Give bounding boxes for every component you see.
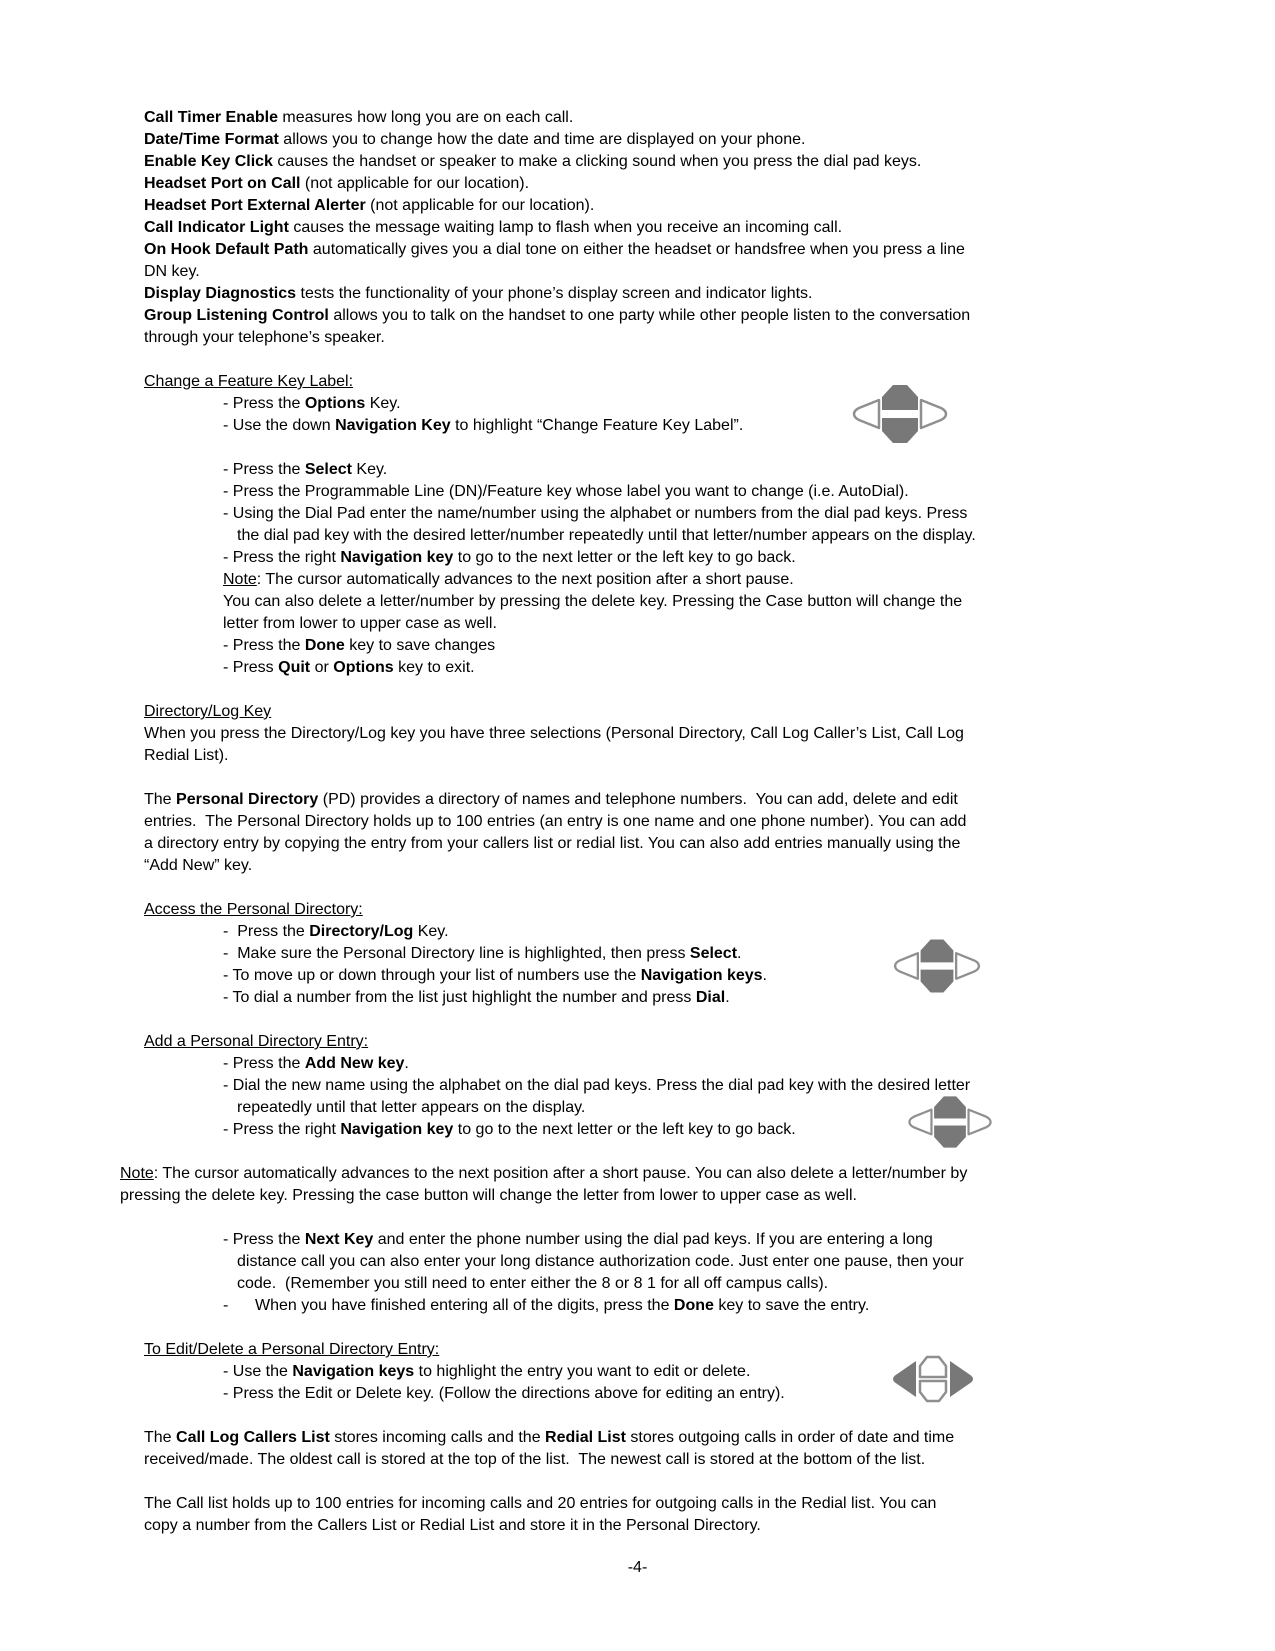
text-line bbox=[144, 635, 1204, 657]
text-line bbox=[144, 327, 1204, 349]
text-line bbox=[144, 1053, 1204, 1075]
text-segment: causes the handset or speaker to make a clicking sound when you press the dial pad keys. bbox=[272, 153, 922, 170]
text-segment: key to save changes bbox=[344, 637, 496, 654]
text-segment: Key. bbox=[365, 395, 401, 412]
text-segment: code. (Remember you still need to enter either the 8 or 8 1 for all off campus calls). bbox=[237, 1275, 829, 1292]
text-segment: Call Indicator Light bbox=[144, 219, 289, 236]
text-line bbox=[144, 305, 1204, 327]
text-line bbox=[144, 217, 1204, 239]
text-segment: Redial List bbox=[545, 1429, 626, 1446]
text-segment: or bbox=[310, 659, 334, 676]
text-line bbox=[144, 1097, 1204, 1119]
text-segment: Navigation Key bbox=[335, 417, 451, 434]
text-segment: - Press the right bbox=[223, 549, 341, 566]
text-line bbox=[144, 1273, 1204, 1295]
text-segment: Next Key bbox=[304, 1231, 374, 1248]
text-segment: The bbox=[144, 791, 177, 808]
section-heading bbox=[144, 899, 1204, 921]
text-segment: Personal Directory bbox=[176, 791, 319, 808]
text-segment: - Press the Edit or Delete key. (Follow the directions above for editing an entry). bbox=[223, 1385, 785, 1402]
text-segment: Key. bbox=[351, 461, 388, 478]
text-segment: - Use the down bbox=[223, 417, 336, 434]
text-line bbox=[144, 1119, 1204, 1141]
text-segment: - Use the bbox=[223, 1363, 293, 1380]
text-segment: The Call list holds up to 100 entries for incoming calls and 20 entries for outgoing calls in the Redial list. You can bbox=[144, 1495, 937, 1512]
text-line bbox=[144, 921, 1204, 943]
text-segment: Change a Feature Key Label: bbox=[144, 373, 354, 390]
blank-line bbox=[144, 679, 1204, 701]
text-line bbox=[144, 459, 1204, 481]
text-segment: Select bbox=[304, 461, 352, 478]
text-line bbox=[144, 107, 1204, 129]
text-segment: allows you to talk on the handset to one party while other people listen to the conversation bbox=[328, 307, 971, 324]
text-line bbox=[144, 723, 1204, 745]
text-segment: received/made. The oldest call is stored at the top of the list. The newest call is stored at the bottom of the list. bbox=[144, 1451, 926, 1468]
text-segment: key to save the entry. bbox=[713, 1297, 870, 1314]
text-segment: Enable Key Click bbox=[144, 153, 273, 170]
text-segment: Access the Personal Directory: bbox=[144, 901, 363, 918]
text-segment: . bbox=[737, 945, 742, 962]
text-segment: - Press bbox=[223, 659, 279, 676]
blank-line bbox=[144, 877, 1204, 899]
page-number: -4- bbox=[627, 1559, 648, 1576]
text-segment: to highlight “Change Feature Key Label”. bbox=[450, 417, 744, 434]
text-segment: Directory/Log Key bbox=[144, 703, 272, 720]
text-segment: When you press the Directory/Log key you have three selections (Personal Directory, Call Log Caller’s List, Call Log bbox=[144, 725, 964, 742]
text-segment: : The cursor automatically advances to the next position after a short pause. bbox=[256, 571, 794, 588]
text-segment: Done bbox=[673, 1297, 714, 1314]
text-segment: “Add New” key. bbox=[144, 857, 253, 874]
text-segment: - Press the bbox=[223, 637, 305, 654]
blank-line bbox=[144, 349, 1204, 371]
text-line bbox=[144, 811, 1204, 833]
text-segment: to highlight the entry you want to edit or delete. bbox=[414, 1363, 751, 1380]
text-segment: You can also delete a letter/number by pressing the delete key. Pressing the Case button will change the bbox=[223, 593, 963, 610]
text-segment: Navigation keys bbox=[640, 967, 763, 984]
text-segment: distance call you can also enter your long distance authorization code. Just enter one pause, then your bbox=[237, 1253, 964, 1270]
text-segment: entries. The Personal Directory holds up to 100 entries (an entry is one name and one phone number). You can add bbox=[144, 813, 967, 830]
text-segment: Quit bbox=[278, 659, 311, 676]
text-segment: Call Log Callers List bbox=[176, 1429, 330, 1446]
text-segment: Key. bbox=[413, 923, 449, 940]
text-segment: pressing the delete key. Pressing the case button will change the letter from lower to upper case as well. bbox=[120, 1187, 857, 1204]
text-segment: . bbox=[404, 1055, 409, 1072]
text-segment: Done bbox=[304, 637, 345, 654]
navigation-keys-icon bbox=[884, 935, 990, 997]
text-segment: Options bbox=[304, 395, 366, 412]
text-segment: - Dial the new name using the alphabet on the dial pad keys. Press the dial pad key with the desired letter bbox=[223, 1077, 971, 1094]
text-line bbox=[120, 1163, 1204, 1185]
text-segment: - Press the bbox=[223, 1055, 305, 1072]
text-segment: - Make sure the Personal Directory line is highlighted, then press bbox=[223, 945, 690, 962]
text-line bbox=[144, 987, 1204, 1009]
text-line bbox=[144, 613, 1204, 635]
document-lines bbox=[120, 107, 1204, 1537]
text-segment: the dial pad key with the desired letter/number repeatedly until that letter/number appears on the display. bbox=[237, 527, 976, 544]
text-segment: - When you have finished entering all of the digits, press the bbox=[223, 1297, 674, 1314]
text-line bbox=[144, 789, 1204, 811]
text-segment: Add New key bbox=[304, 1055, 405, 1072]
text-segment: . bbox=[725, 989, 730, 1006]
text-line bbox=[144, 657, 1204, 679]
blank-line bbox=[144, 1405, 1204, 1427]
text-line bbox=[144, 261, 1204, 283]
text-segment: automatically gives you a dial tone on either the headset or handsfree when you press a line bbox=[308, 241, 965, 258]
text-line bbox=[144, 129, 1204, 151]
text-segment: measures how long you are on each call. bbox=[277, 109, 574, 126]
text-line bbox=[144, 503, 1204, 525]
text-line bbox=[144, 943, 1204, 965]
text-segment: Navigation key bbox=[340, 549, 454, 566]
text-segment: Display Diagnostics bbox=[144, 285, 297, 302]
text-segment: - To dial a number from the list just highlight the number and press bbox=[223, 989, 696, 1006]
text-line bbox=[144, 855, 1204, 877]
section-heading bbox=[144, 371, 1204, 393]
text-segment: To Edit/Delete a Personal Directory Entry: bbox=[144, 1341, 440, 1358]
text-segment: - Press the right bbox=[223, 1121, 341, 1138]
text-segment: Add a Personal Directory Entry: bbox=[144, 1033, 369, 1050]
text-line bbox=[144, 195, 1204, 217]
text-segment: stores incoming calls and the bbox=[329, 1429, 546, 1446]
text-segment: Headset Port on Call bbox=[144, 175, 301, 192]
text-segment: On Hook Default Path bbox=[144, 241, 309, 258]
text-segment: Navigation keys bbox=[292, 1363, 415, 1380]
text-segment: causes the message waiting lamp to flash when you receive an incoming call. bbox=[288, 219, 843, 236]
section-heading bbox=[144, 701, 1204, 723]
text-segment: DN key. bbox=[144, 263, 200, 280]
text-line bbox=[144, 833, 1204, 855]
navigation-keys-icon bbox=[845, 380, 955, 448]
text-segment: and enter the phone number using the dial pad keys. If you are entering a long bbox=[373, 1231, 933, 1248]
text-segment: Redial List). bbox=[144, 747, 229, 764]
text-segment: copy a number from the Callers List or Redial List and store it in the Personal Directory. bbox=[144, 1517, 761, 1534]
text-line bbox=[144, 1229, 1204, 1251]
text-line bbox=[144, 415, 1204, 437]
text-line bbox=[144, 965, 1204, 987]
blank-line bbox=[144, 1141, 1204, 1163]
blank-line bbox=[144, 1009, 1204, 1031]
text-line bbox=[144, 547, 1204, 569]
text-line bbox=[144, 1361, 1204, 1383]
text-line bbox=[144, 591, 1204, 613]
section-heading bbox=[144, 1031, 1204, 1053]
text-segment: Headset Port External Alerter bbox=[144, 197, 366, 214]
text-line bbox=[144, 525, 1204, 547]
text-segment: - Press the Programmable Line (DN)/Feature key whose label you want to change (i.e. AutoDial). bbox=[223, 483, 909, 500]
text-segment: - Press the bbox=[223, 1231, 305, 1248]
blank-line bbox=[144, 1207, 1204, 1229]
text-line bbox=[144, 481, 1204, 503]
navigation-keys-left-right-icon bbox=[885, 1350, 981, 1408]
text-line bbox=[144, 1251, 1204, 1273]
text-segment: a directory entry by copying the entry from your callers list or redial list. You can also add entries manually using the bbox=[144, 835, 961, 852]
text-segment: to go to the next letter or the left key to go back. bbox=[453, 1121, 796, 1138]
text-line bbox=[144, 1515, 1204, 1537]
text-line bbox=[144, 745, 1204, 767]
text-segment: through your telephone’s speaker. bbox=[144, 329, 385, 346]
text-segment: (not applicable for our location). bbox=[365, 197, 595, 214]
text-segment: Group Listening Control bbox=[144, 307, 329, 324]
text-segment: Note bbox=[223, 571, 257, 588]
text-segment: The bbox=[144, 1429, 177, 1446]
text-segment: Options bbox=[333, 659, 394, 676]
text-segment: letter from lower to upper case as well. bbox=[223, 615, 497, 632]
text-segment: - To move up or down through your list of numbers use the bbox=[223, 967, 641, 984]
text-segment: tests the functionality of your phone’s display screen and indicator lights. bbox=[296, 285, 813, 302]
text-segment: stores outgoing calls in order of date and time bbox=[625, 1429, 955, 1446]
blank-line bbox=[144, 1317, 1204, 1339]
text-segment: (not applicable for our location). bbox=[300, 175, 530, 192]
section-heading bbox=[144, 1339, 1204, 1361]
text-segment: Call Timer Enable bbox=[144, 109, 278, 126]
text-segment: - Using the Dial Pad enter the name/number using the alphabet or numbers from the dial pad keys. Press bbox=[223, 505, 968, 522]
text-line bbox=[144, 1449, 1204, 1471]
text-segment: allows you to change how the date and time are displayed on your phone. bbox=[278, 131, 806, 148]
text-segment: . bbox=[762, 967, 767, 984]
text-segment: to go to the next letter or the left key to go back. bbox=[453, 549, 796, 566]
text-line bbox=[144, 1427, 1204, 1449]
text-line bbox=[144, 239, 1204, 261]
text-line bbox=[120, 1185, 1204, 1207]
text-segment: - Press the bbox=[223, 395, 305, 412]
text-line bbox=[144, 1493, 1204, 1515]
text-segment: (PD) provides a directory of names and telephone numbers. You can add, delete and edit bbox=[318, 791, 958, 808]
text-line bbox=[144, 1075, 1204, 1097]
text-segment: - Press the bbox=[223, 461, 305, 478]
text-line bbox=[144, 393, 1204, 415]
text-segment: repeatedly until that letter appears on the display. bbox=[237, 1099, 586, 1116]
text-line bbox=[144, 151, 1204, 173]
text-segment: Navigation key bbox=[340, 1121, 454, 1138]
text-segment: Note bbox=[120, 1165, 154, 1182]
text-line bbox=[144, 1383, 1204, 1405]
text-segment: Select bbox=[689, 945, 738, 962]
text-segment: Directory/Log bbox=[309, 923, 414, 940]
text-segment: Dial bbox=[695, 989, 726, 1006]
text-line bbox=[144, 1295, 1204, 1317]
text-segment: - Press the bbox=[223, 923, 310, 940]
text-line bbox=[144, 173, 1204, 195]
navigation-keys-icon bbox=[900, 1092, 1000, 1152]
blank-line bbox=[144, 767, 1204, 789]
text-segment: Date/Time Format bbox=[144, 131, 279, 148]
blank-line bbox=[144, 1471, 1204, 1493]
text-line bbox=[144, 283, 1204, 305]
text-line bbox=[144, 569, 1204, 591]
blank-line bbox=[144, 437, 1204, 459]
text-segment: key to exit. bbox=[393, 659, 475, 676]
text-segment: : The cursor automatically advances to the next position after a short pause. You can also delete a letter/number by bbox=[153, 1165, 968, 1182]
